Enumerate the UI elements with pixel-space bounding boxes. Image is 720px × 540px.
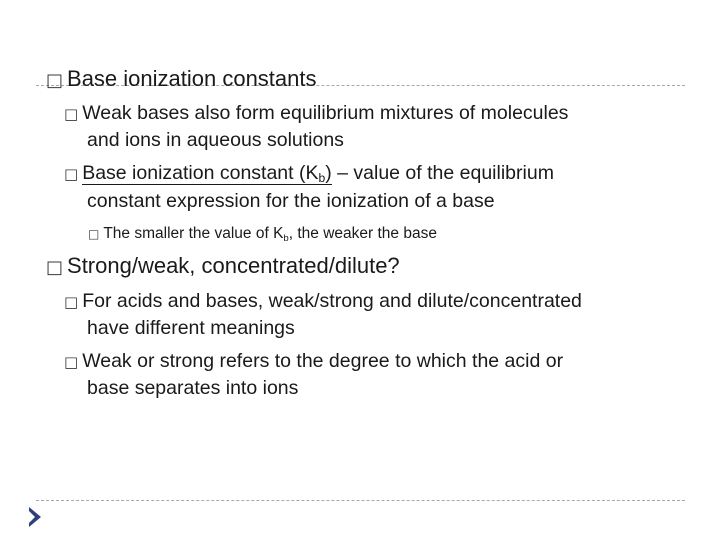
bullet-text-continued: and ions in aqueous solutions <box>87 129 344 151</box>
kb-subscript: b <box>283 233 289 244</box>
term-text: Base ionization constant (K <box>82 162 319 184</box>
square-bullet-icon: □ <box>64 293 79 311</box>
section-heading-base-ionization <box>46 66 317 92</box>
square-bullet-icon: □ <box>88 227 100 241</box>
bullet-base-ionization-constant-continued <box>87 190 495 213</box>
bullet-text: Weak bases also form equilibrium mixtures of molecules <box>82 102 569 124</box>
square-bullet-icon: □ <box>46 257 64 278</box>
section-heading-strong-weak <box>46 253 400 279</box>
bullet-degree-separation-continued <box>87 377 298 400</box>
bullet-text: For acids and bases, weak/strong and dilute/concentrated <box>82 290 582 312</box>
kb-subscript: b <box>318 171 326 185</box>
bullet-text-continued: base separates into ions <box>87 377 299 399</box>
definition-text-continued: constant expression for the ionization of a base <box>87 190 495 212</box>
square-bullet-icon: □ <box>46 70 64 91</box>
bullet-weak-bases <box>64 102 568 125</box>
bullet-different-meanings <box>64 290 582 313</box>
bottom-divider <box>36 500 685 501</box>
square-bullet-icon: □ <box>64 165 79 183</box>
bullet-text: The smaller the value of K <box>103 225 284 242</box>
bullet-text-suffix: , the weaker the base <box>288 225 437 242</box>
heading-text: Base ionization constants <box>67 66 317 91</box>
bullet-base-ionization-constant <box>64 162 554 185</box>
term-base-ionization-constant <box>82 162 332 185</box>
bullet-degree-separation <box>64 350 563 373</box>
square-bullet-icon: □ <box>64 353 79 371</box>
heading-text: Strong/weak, concentrated/dilute? <box>67 253 400 278</box>
bullet-different-meanings-continued <box>87 317 295 340</box>
term-close-paren: ) <box>325 162 332 184</box>
square-bullet-icon: □ <box>64 105 79 123</box>
definition-text: – value of the equilibrium <box>331 162 554 184</box>
bullet-text: Weak or strong refers to the degree to which the acid or <box>82 350 564 372</box>
bullet-weak-bases-continued <box>87 129 344 152</box>
bullet-text-continued: have different meanings <box>87 317 295 339</box>
navigation-arrow-icon[interactable] <box>29 507 41 527</box>
bullet-smaller-kb <box>88 225 437 243</box>
